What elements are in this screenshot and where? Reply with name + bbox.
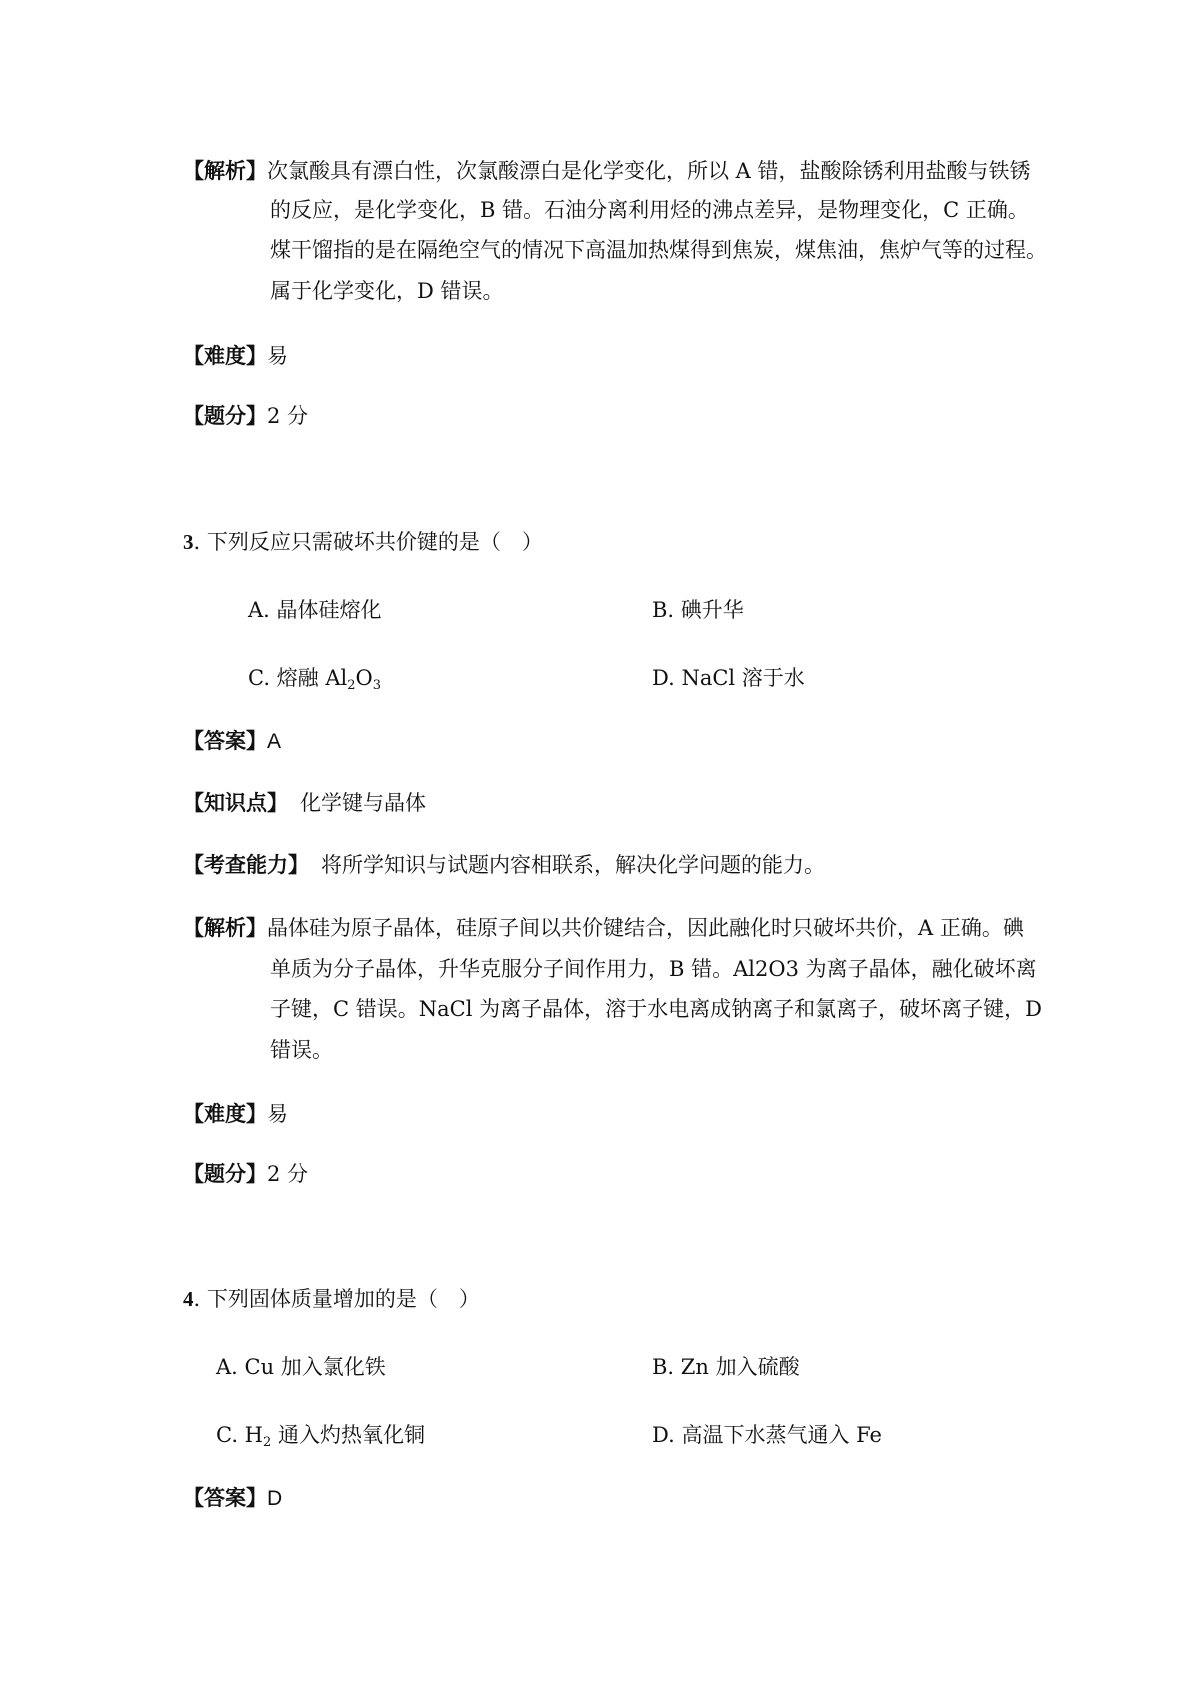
option-d: D. NaCl 溶于水 xyxy=(652,666,805,690)
analysis-line: 属于化学变化，D 错误。 xyxy=(270,279,504,303)
knowledge-label: 【知识点】 xyxy=(183,791,288,815)
analysis-line: 晶体硅为原子晶体，硅原子间以共价键结合，因此融化时只破坏共价，A 正确。碘 xyxy=(267,916,1024,940)
analysis-label: 【解析】 xyxy=(183,159,267,183)
score-row xyxy=(183,402,308,430)
option-c-text: O xyxy=(355,666,373,690)
answer-value: A xyxy=(267,730,282,753)
ability-value: 将所学知识与试题内容相联系，解决化学问题的能力。 xyxy=(321,853,825,877)
option-b: B. 碘升华 xyxy=(652,598,744,622)
subscript: 3 xyxy=(372,678,382,693)
difficulty-value: 易 xyxy=(267,344,288,368)
answer-label: 【答案】 xyxy=(183,729,267,753)
answer-label: 【答案】 xyxy=(183,1486,267,1510)
analysis-row-1 xyxy=(183,914,1024,942)
question-4-stem xyxy=(183,1285,480,1313)
answer-value: D xyxy=(267,1487,283,1510)
option-c-text: 通入灼热氧化铜 xyxy=(271,1423,425,1447)
option-a: A. 晶体硅熔化 xyxy=(248,598,382,622)
difficulty-label: 【难度】 xyxy=(183,1102,267,1126)
question-text: . 下列固体质量增加的是（ ） xyxy=(193,1287,480,1311)
knowledge-value: 化学键与晶体 xyxy=(300,791,426,815)
option-a: A. Cu 加入氯化铁 xyxy=(216,1355,386,1379)
difficulty-row xyxy=(183,342,288,370)
option-c-text: C. H xyxy=(216,1423,263,1447)
option-b: B. Zn 加入硫酸 xyxy=(652,1355,800,1379)
option-c xyxy=(248,664,381,692)
analysis-line: 子键，C 错误。NaCl 为离子晶体，溶于水电离成钠离子和氯离子，破坏离子键，D xyxy=(270,997,1042,1021)
question-text: . 下列反应只需破坏共价键的是（ ） xyxy=(193,530,543,554)
ability-row xyxy=(183,851,825,879)
subscript: 2 xyxy=(262,1435,272,1450)
analysis-row-1 xyxy=(183,157,1031,185)
difficulty-row xyxy=(183,1100,288,1128)
ability-label: 【考查能力】 xyxy=(183,853,309,877)
score-label: 【题分】 xyxy=(183,1162,267,1186)
question-number: 3 xyxy=(183,530,194,554)
option-d: D. 高温下水蒸气通入 Fe xyxy=(652,1423,882,1447)
analysis-line: 单质为分子晶体，升华克服分子间作用力，B 错。Al2O3 为离子晶体，融化破坏离 xyxy=(270,957,1037,981)
analysis-line: 的反应，是化学变化，B 错。石油分离利用烃的沸点差异，是物理变化，C 正确。 xyxy=(270,198,1029,222)
score-value: 2 分 xyxy=(267,404,309,428)
question-number: 4 xyxy=(183,1287,194,1311)
subscript: 2 xyxy=(347,678,356,693)
score-value: 2 分 xyxy=(267,1162,309,1186)
option-c-text: C. 熔融 Al xyxy=(248,666,348,690)
score-label: 【题分】 xyxy=(183,404,267,428)
analysis-line: 次氯酸具有漂白性，次氯酸漂白是化学变化，所以 A 错，盐酸除锈利用盐酸与铁锈 xyxy=(267,159,1031,183)
question-3-stem xyxy=(183,528,543,556)
score-row xyxy=(183,1160,308,1188)
knowledge-row xyxy=(183,789,426,817)
answer-row xyxy=(183,1484,282,1513)
answer-row xyxy=(183,727,281,756)
difficulty-label: 【难度】 xyxy=(183,344,267,368)
analysis-line: 煤干馏指的是在隔绝空气的情况下高温加热煤得到焦炭，煤焦油，焦炉气等的过程。 xyxy=(270,238,1047,262)
difficulty-value: 易 xyxy=(267,1102,288,1126)
analysis-line: 错误。 xyxy=(270,1038,333,1062)
analysis-label: 【解析】 xyxy=(183,916,267,940)
option-c xyxy=(216,1421,425,1449)
